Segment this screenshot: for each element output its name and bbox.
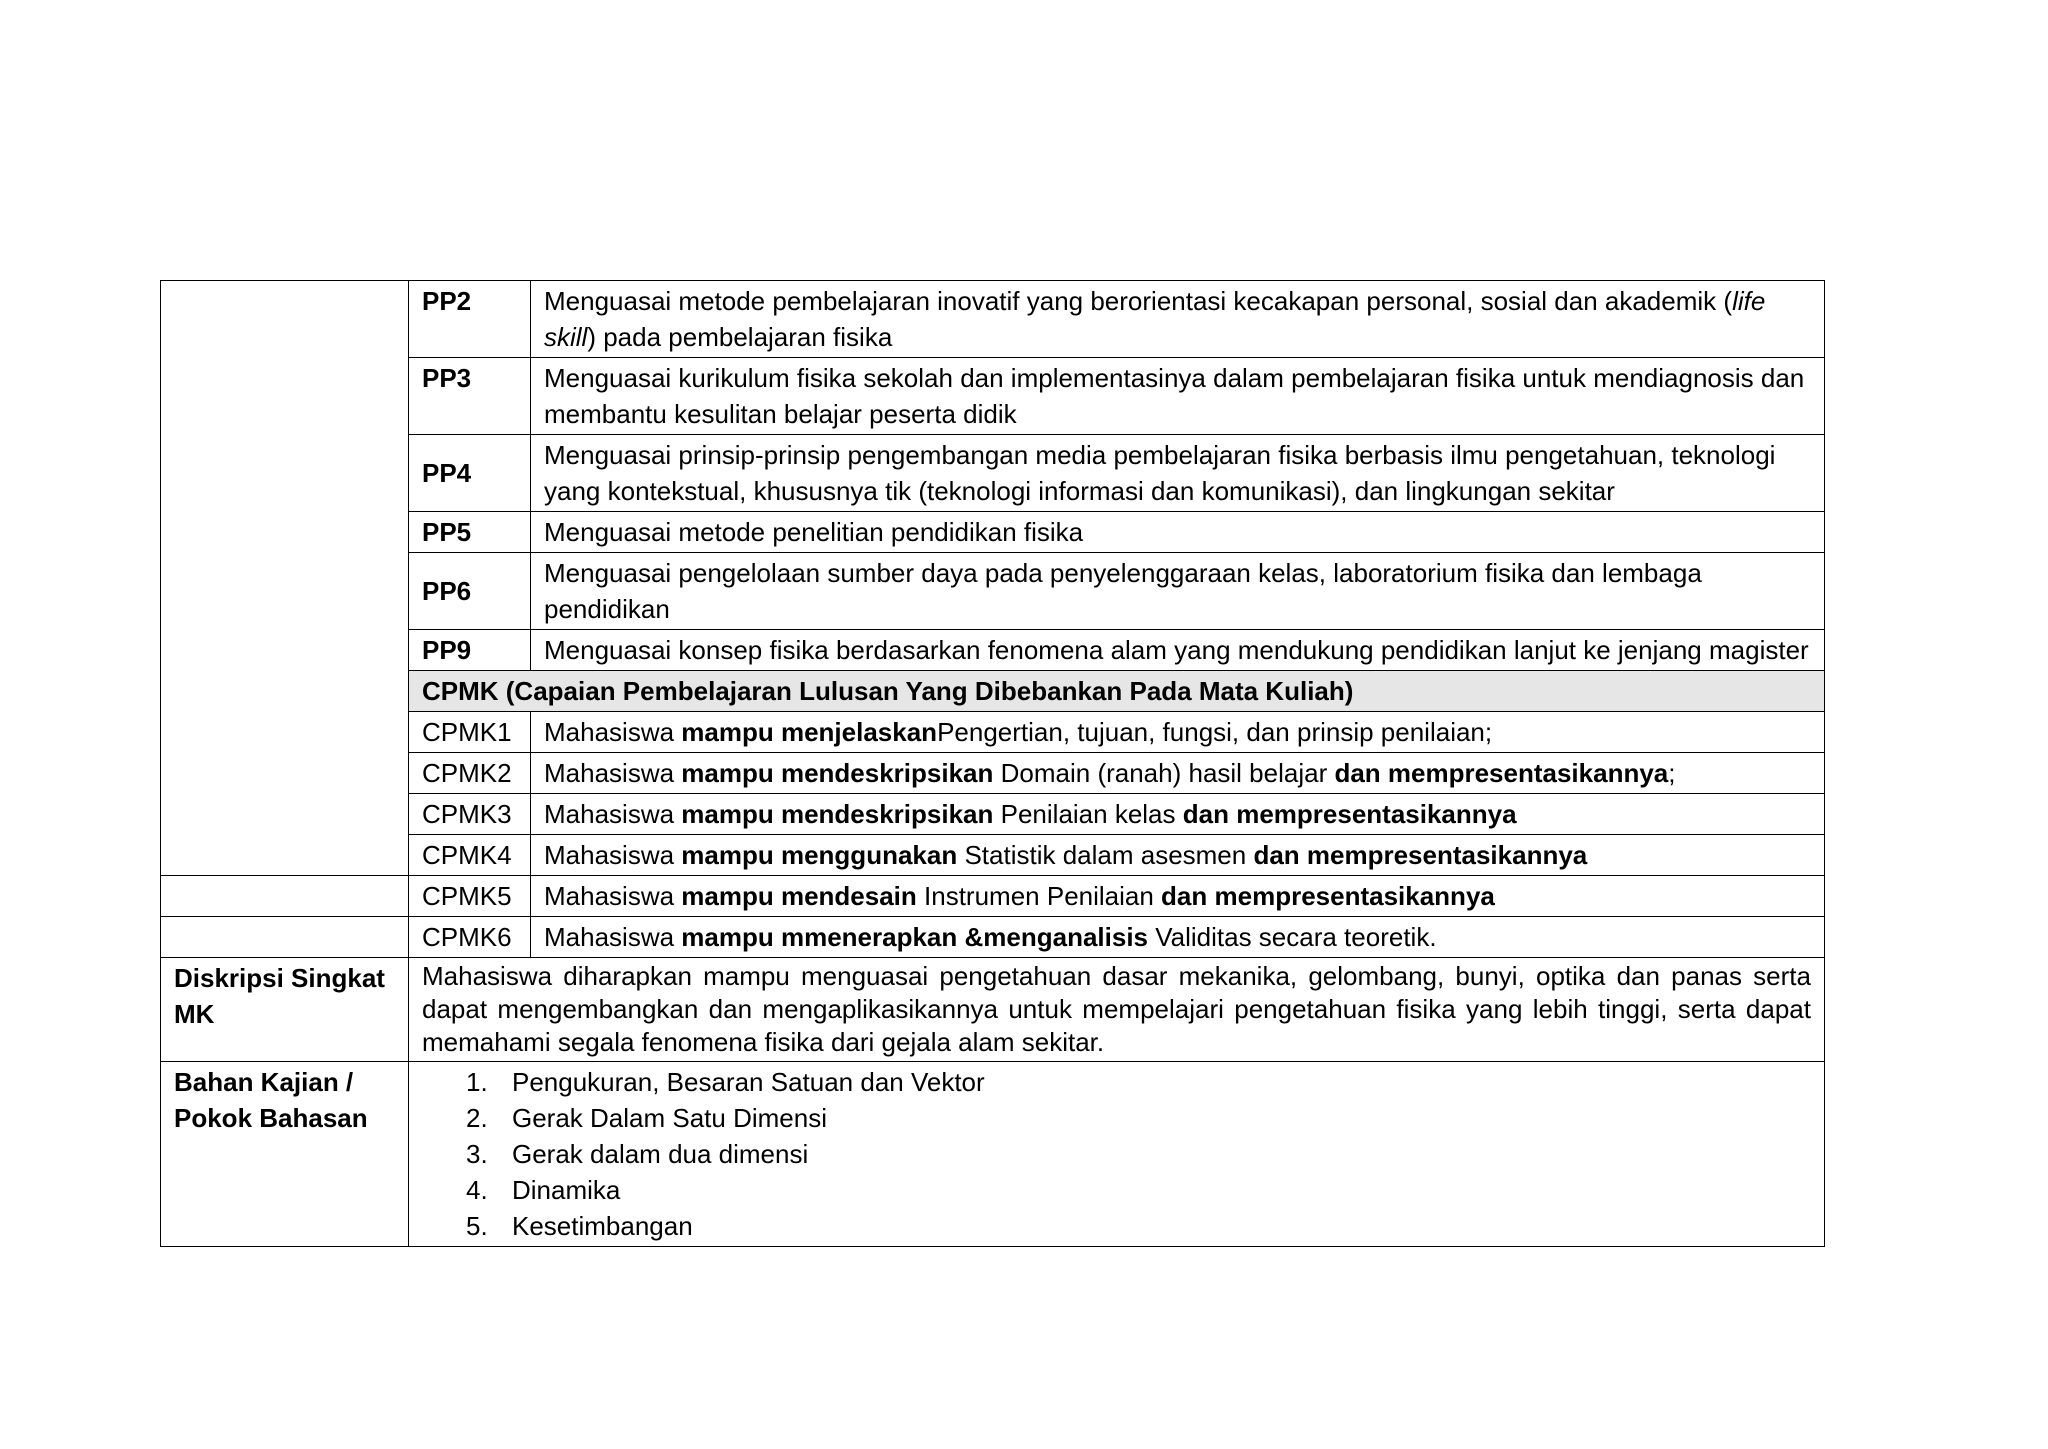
cpmk-row [161,794,1825,835]
cpmk-code: CPMK5 [409,876,531,917]
pp-text: Menguasai konsep fisika berdasarkan fenomena alam yang mendukung pendidikan lanjut ke jenjang magister [531,630,1825,671]
pp-row [161,281,1825,358]
cpmk-text: Mahasiswa mampu menjelaskanPengertian, tujuan, fungsi, dan prinsip penilaian; [531,712,1825,753]
cpmk-text: Mahasiswa mampu menggunakan Statistik dalam asesmen dan mempresentasikannya [531,835,1825,876]
list-item: 1. Pengukuran, Besaran Satuan dan Vektor [466,1067,985,1097]
list-item: 4. Dinamika [466,1175,621,1205]
cpmk-header-row [161,671,1825,712]
cpmk-row [161,835,1825,876]
life-skill-italic: life skill [544,286,1766,352]
pp-text: Menguasai pengelolaan sumber daya pada penyelenggaraan kelas, laboratorium fisika dan lembaga pendidikan [531,553,1825,630]
pp-text: Menguasai metode penelitian pendidikan fisika [531,512,1825,553]
list-item: 5. Kesetimbangan [466,1211,693,1241]
cpmk-code: CPMK1 [409,712,531,753]
bahan-list [422,1064,1811,1244]
cpmk-row [161,917,1825,958]
pp-code: PP3 [409,358,531,435]
bahan-label: Bahan Kajian / Pokok Bahasan [161,1062,409,1247]
pp-row [161,512,1825,553]
empty-label-cell [161,917,409,958]
pp-code: PP2 [409,281,531,358]
empty-label-cell [161,876,409,917]
cpmk-text: Mahasiswa mampu mendesain Instrumen Penilaian dan mempresentasikannya [531,876,1825,917]
deskripsi-label: Diskripsi Singkat MK [161,958,409,1062]
pp-text: Menguasai prinsip-prinsip pengembangan media pembelajaran fisika berbasis ilmu pengetahuan, teknologi yang kontekstual, khususnya tik (teknologi informasi dan komunikasi), dan lingkungan sekitar [531,435,1825,512]
list-item: 2. Gerak Dalam Satu Dimensi [466,1103,827,1133]
bahan-row [161,1062,1825,1247]
cpmk-code: CPMK2 [409,753,531,794]
pp-row [161,435,1825,512]
deskripsi-text: Mahasiswa diharapkan mampu menguasai pengetahuan dasar mekanika, gelombang, bunyi, optika dan panas serta dapat mengembangkan dan mengaplikasikannya untuk mempelajari pengetahuan fisika yang lebih tinggi, serta dapat memahami segala fenomena fisika dari gejala alam sekitar. [409,958,1825,1062]
pp-code: PP5 [409,512,531,553]
cpmk-text: Mahasiswa mampu mendeskripsikan Penilaian kelas dan mempresentasikannya [531,794,1825,835]
cpmk-row [161,712,1825,753]
pp-row [161,553,1825,630]
cpmk-header: CPMK (Capaian Pembelajaran Lulusan Yang Dibebankan Pada Mata Kuliah) [409,671,1825,712]
cpmk-code: CPMK4 [409,835,531,876]
pp-text: Menguasai kurikulum fisika sekolah dan implementasinya dalam pembelajaran fisika untuk mendiagnosis dan membantu kesulitan belajar peserta didik [531,358,1825,435]
cpmk-code: CPMK6 [409,917,531,958]
deskripsi-row [161,958,1825,1062]
empty-label-cell [161,281,409,876]
cpmk-row [161,753,1825,794]
pp-text: Menguasai metode pembelajaran inovatif yang berorientasi kecakapan personal, sosial dan akademik (life skill) pada pembelajaran fisika [531,281,1825,358]
cpmk-code: CPMK3 [409,794,531,835]
list-item: 3. Gerak dalam dua dimensi [466,1139,809,1169]
cpmk-text: Mahasiswa mampu mmenerapkan &menganalisis Validitas secara teoretik. [531,917,1825,958]
rps-table [160,280,1825,1247]
pp-code: PP4 [409,435,531,512]
document-page [160,280,1824,1247]
cpmk-row [161,876,1825,917]
pp-code: PP6 [409,553,531,630]
pp-row [161,358,1825,435]
pp-row [161,630,1825,671]
cpmk-text: Mahasiswa mampu mendeskripsikan Domain (ranah) hasil belajar dan mempresentasikannya; [531,753,1825,794]
pp-code: PP9 [409,630,531,671]
bahan-list-cell [409,1062,1825,1247]
